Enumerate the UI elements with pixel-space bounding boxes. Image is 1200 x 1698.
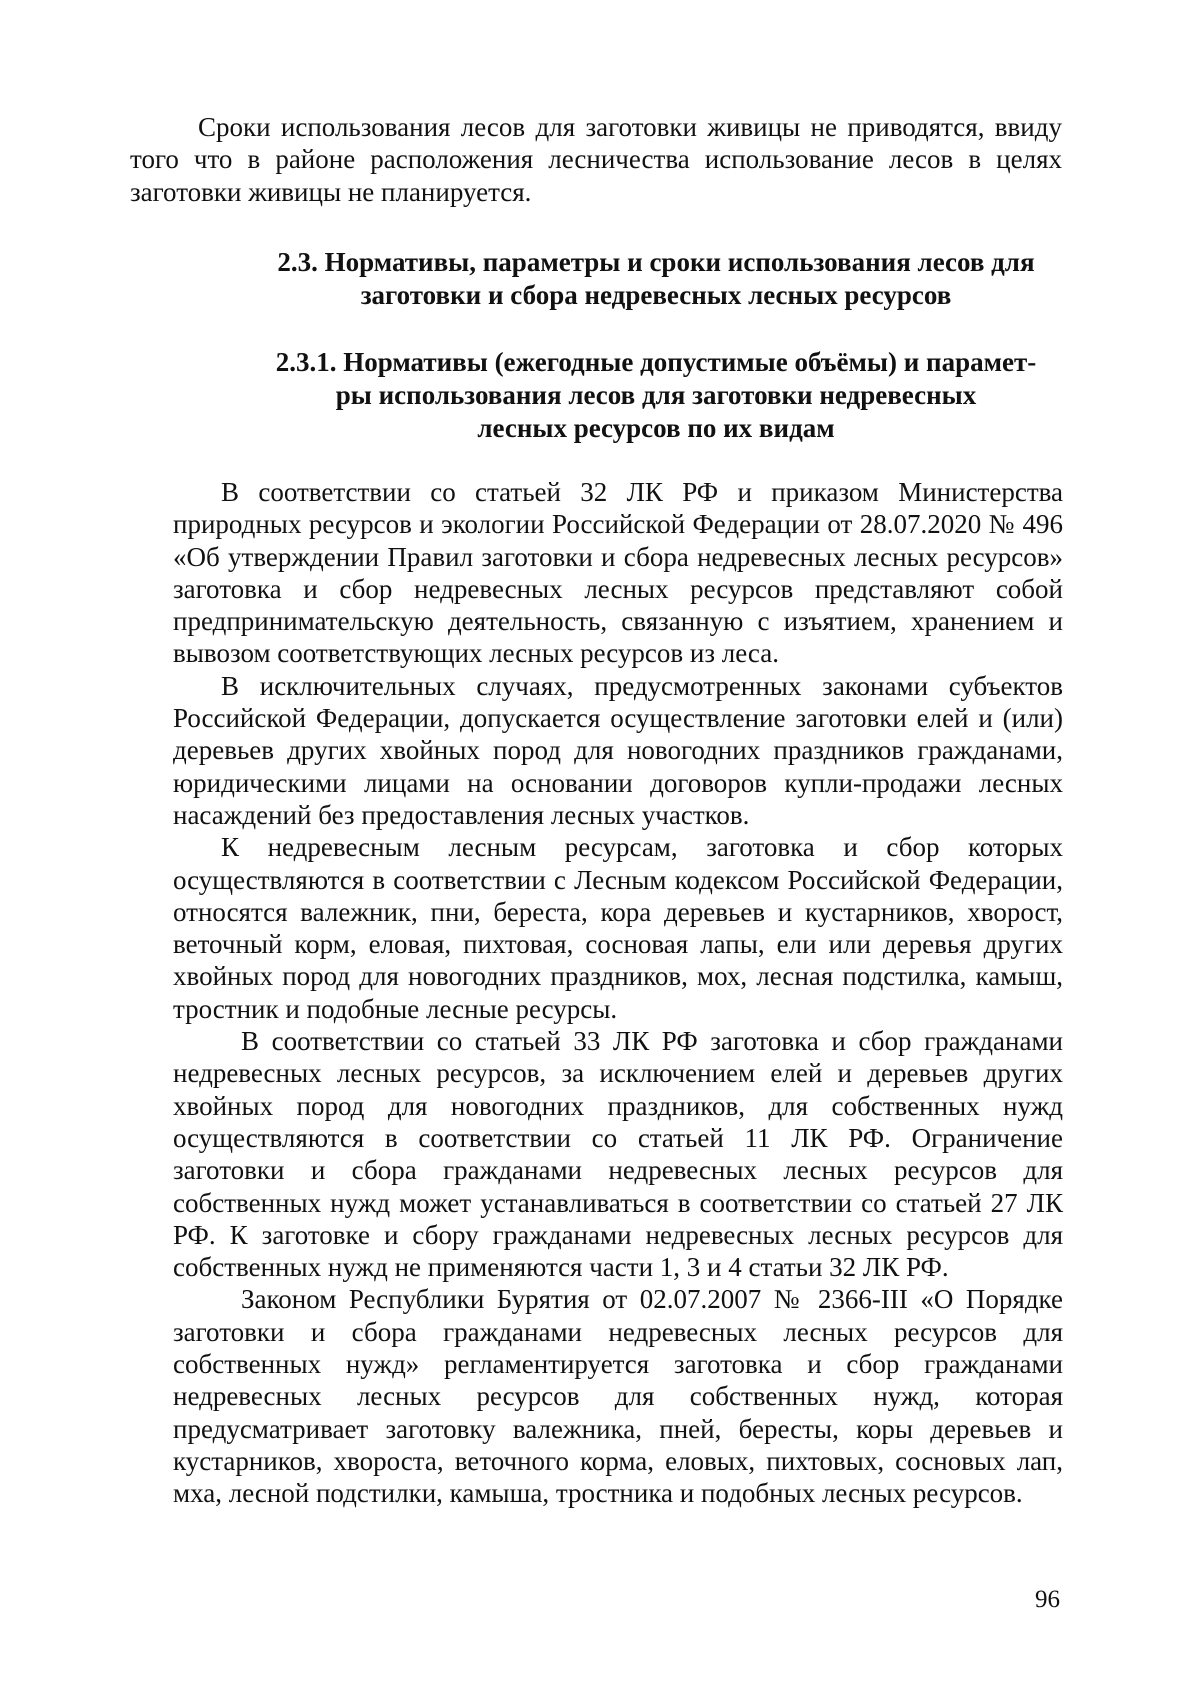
body-paragraph: Законом Республики Бурятия от 02.07.2007 № 2366-III «О Порядке заготовки и сбора гражданами недревесных лесных ресурсов для собственных нужд» регламентируется заготовка и сбор гражданами недревесных лесных ресурсов для собственных нужд, которая предусматривает заготовку валежника, пней, бересты, коры деревьев и кустарников, хвороста, веточного корма, еловых, пихтовых, сосновых лап, мха, лесной подстилки, камыша, тростника и подобных лесных ресурсов.: [173, 1284, 1063, 1509]
subsection-heading-line: лесных ресурсов по их видам: [477, 413, 835, 443]
section-heading-line: 2.3. Нормативы, параметры и сроки использования лесов для: [277, 247, 1035, 277]
body-paragraph: В соответствии со статьей 32 ЛК РФ и приказом Министерства природных ресурсов и экологии Российской Федерации от 28.07.2020 № 496 «Об утверждении Правил заготовки и сбора недревесных лесных ресурсов» заготовка и сбор недревесных лесных ресурсов представляют собой предпринимательскую деятельность, связанную с изъятием, хранением и вывозом соответствующих лесных ресурсов из леса.: [173, 477, 1063, 669]
body-paragraph: В соответствии со статьей 33 ЛК РФ заготовка и сбор гражданами недревесных лесных ресурсов, за исключением елей и деревьев других хвойных пород для новогодних праздников, для собственных нужд осуществляются в соответствии со статьей 11 ЛК РФ. Ограничение заготовки и сбора гражданами недревесных лесных ресурсов для собственных нужд может устанавливаться в соответствии со статьей 27 ЛК РФ. К заготовке и сбору гражданами недревесных лесных ресурсов для собственных нужд не применяются части 1, 3 и 4 статьи 32 ЛК РФ.: [173, 1026, 1063, 1283]
body-text: [173, 476, 1063, 1510]
body-paragraph: В исключительных случаях, предусмотренных законами субъектов Российской Федерации, допускается осуществление заготовки елей и (или) деревьев других хвойных пород для новогодних праздников гражданами, юридическими лицами на основании договоров купли-продажи лесных насаждений без предоставления лесных участков.: [173, 670, 1063, 830]
subsection-heading-line: 2.3.1. Нормативы (ежегодные допустимые объёмы) и парамет-: [275, 347, 1037, 377]
body-paragraph: К недревесным лесным ресурсам, заготовка и сбор которых осуществляются в соответствии с Лесным кодексом Российской Федерации, относятся валежник, пни, береста, кора деревьев и кустарников, хворост, веточный корм, еловая, пихтовая, сосновая лапы, ели или деревья других хвойных пород для новогодних праздников, мох, лесная подстилка, камыш, тростник и подобные лесные ресурсы.: [173, 832, 1063, 1024]
section-heading-line: заготовки и сбора недревесных лесных ресурсов: [360, 280, 952, 310]
intro-paragraph: Сроки использования лесов для заготовки живицы не приводятся, ввиду того что в районе расположения лесничества использование лесов в целях заготовки живицы не планируется.: [130, 112, 1062, 207]
subsection-heading-2-3-1: [246, 346, 1066, 445]
page-number: 96: [1035, 1586, 1060, 1613]
section-heading-2-3: [246, 246, 1066, 312]
subsection-heading-line: ры использования лесов для заготовки недревесных: [335, 380, 977, 410]
